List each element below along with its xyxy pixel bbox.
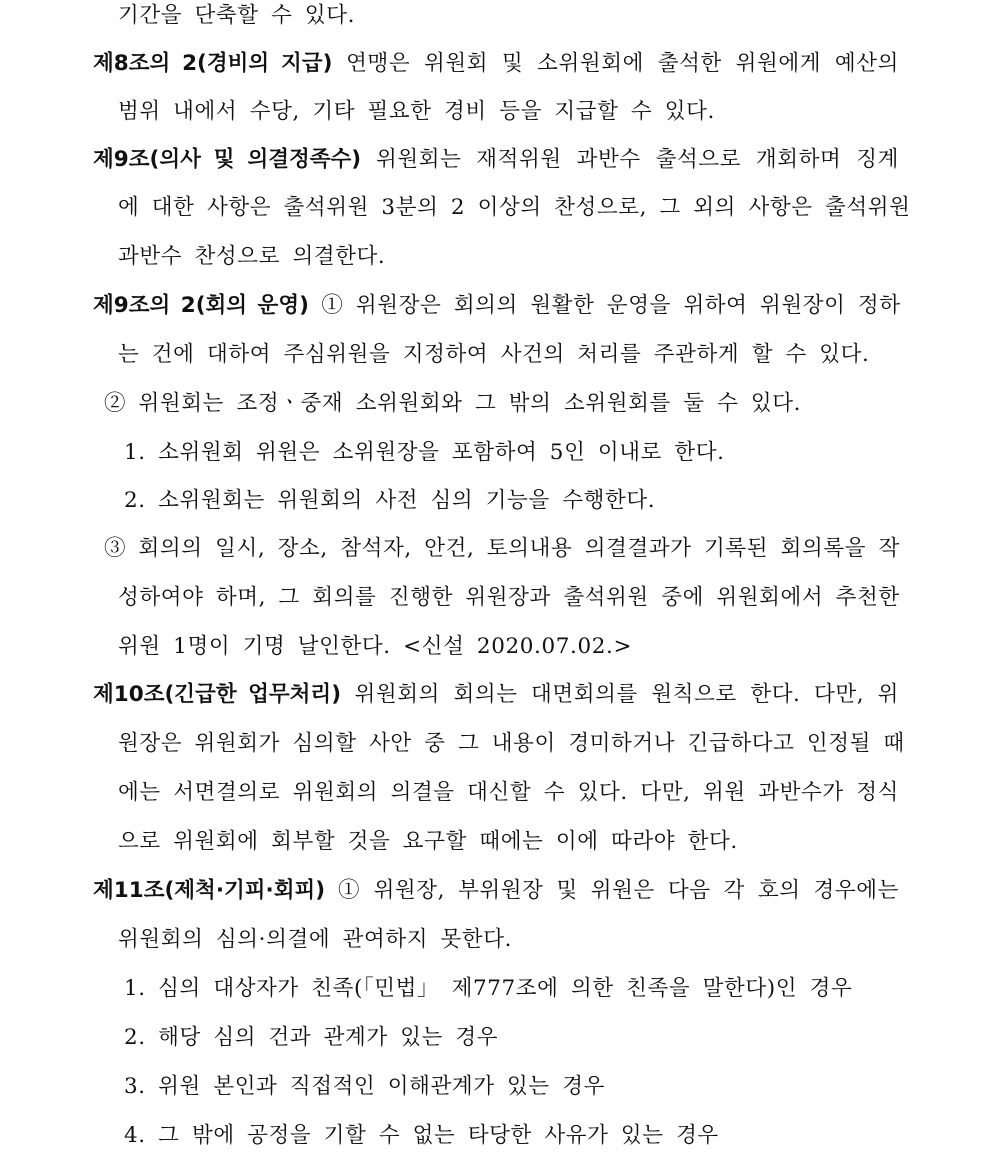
text-line: 위원 1명이 기명 날인한다. <신설 2020.07.02.> bbox=[118, 634, 633, 659]
article-9: 제9조(의사 및 의결정족수) 위원회는 재적위원 과반수 출석으로 개회하며 징계 bbox=[93, 147, 900, 172]
article-11: 제11조(제척·기피·회피) ① 위원장, 부위원장 및 위원은 다음 각 호의 경우에는 bbox=[93, 878, 899, 903]
text-line: 위원회의 심의·의결에 관여하지 못한다. bbox=[118, 927, 513, 952]
article-10: 제10조(긴급한 업무처리) 위원회의 회의는 대면회의를 원칙으로 한다. 다만, 위 bbox=[93, 682, 899, 707]
article-heading: 제9조(의사 및 의결정족수) bbox=[93, 147, 362, 172]
text-line: 범위 내에서 수당, 기타 필요한 경비 등을 지급할 수 있다. bbox=[118, 99, 715, 124]
text-line: 는 건에 대하여 주심위원을 지정하여 사건의 처리를 주관하게 할 수 있다. bbox=[118, 342, 870, 367]
text-line: 에는 서면결의로 위원회의 의결을 대신할 수 있다. 다만, 위원 과반수가 정식 bbox=[118, 780, 899, 805]
text-line: 원장은 위원회가 심의할 사안 중 그 내용이 경미하거나 긴급하다고 인정될 때 bbox=[118, 731, 905, 756]
text-line: 기간을 단축할 수 있다. bbox=[118, 3, 356, 28]
list-item: 4. 그 밖에 공정을 기할 수 없는 타당한 사유가 있는 경우 bbox=[124, 1123, 719, 1148]
text-line: 성하여야 하며, 그 회의를 진행한 위원장과 출석위원 중에 위원회에서 추천한 bbox=[118, 585, 900, 610]
text-line: 에 대한 사항은 출석위원 3분의 2 이상의 찬성으로, 그 외의 사항은 출석위원 bbox=[118, 195, 911, 220]
list-item: 2. 소위원회는 위원회의 사전 심의 기능을 수행한다. bbox=[124, 488, 656, 513]
list-item: 3. 위원 본인과 직접적인 이해관계가 있는 경우 bbox=[124, 1074, 605, 1099]
paragraph-3: ③ 회의의 일시, 장소, 참석자, 안건, 토의내용 의결결과가 기록된 회의록을 작 bbox=[104, 536, 900, 561]
list-item: 2. 해당 심의 건과 관계가 있는 경우 bbox=[124, 1025, 499, 1050]
text-line: 과반수 찬성으로 의결한다. bbox=[118, 244, 386, 269]
list-item: 1. 심의 대상자가 친족(「민법」 제777조에 의한 친족을 말한다)인 경우 bbox=[124, 976, 853, 1001]
paragraph-2: ② 위원회는 조정ㆍ중재 소위원회와 그 밖의 소위원회를 둘 수 있다. bbox=[104, 391, 802, 416]
article-heading: 제8조의 2(경비의 지급) bbox=[93, 51, 333, 76]
article-heading: 제9조의 2(회의 운영) bbox=[93, 293, 309, 318]
article-heading: 제11조(제척·기피·회피) bbox=[93, 878, 326, 903]
list-item: 1. 소위원회 위원은 소위원장을 포함하여 5인 이내로 한다. bbox=[124, 440, 725, 465]
article-8-2: 제8조의 2(경비의 지급) 연맹은 위원회 및 소위원회에 출석한 위원에게 예산의 bbox=[93, 51, 899, 76]
text-line: 으로 위원회에 회부할 것을 요구할 때에는 이에 따라야 한다. bbox=[118, 829, 738, 854]
article-9-2: 제9조의 2(회의 운영) ① 위원장은 회의의 원활한 운영을 위하여 위원장이 정하 bbox=[93, 293, 901, 318]
article-heading: 제10조(긴급한 업무처리) bbox=[93, 682, 342, 707]
